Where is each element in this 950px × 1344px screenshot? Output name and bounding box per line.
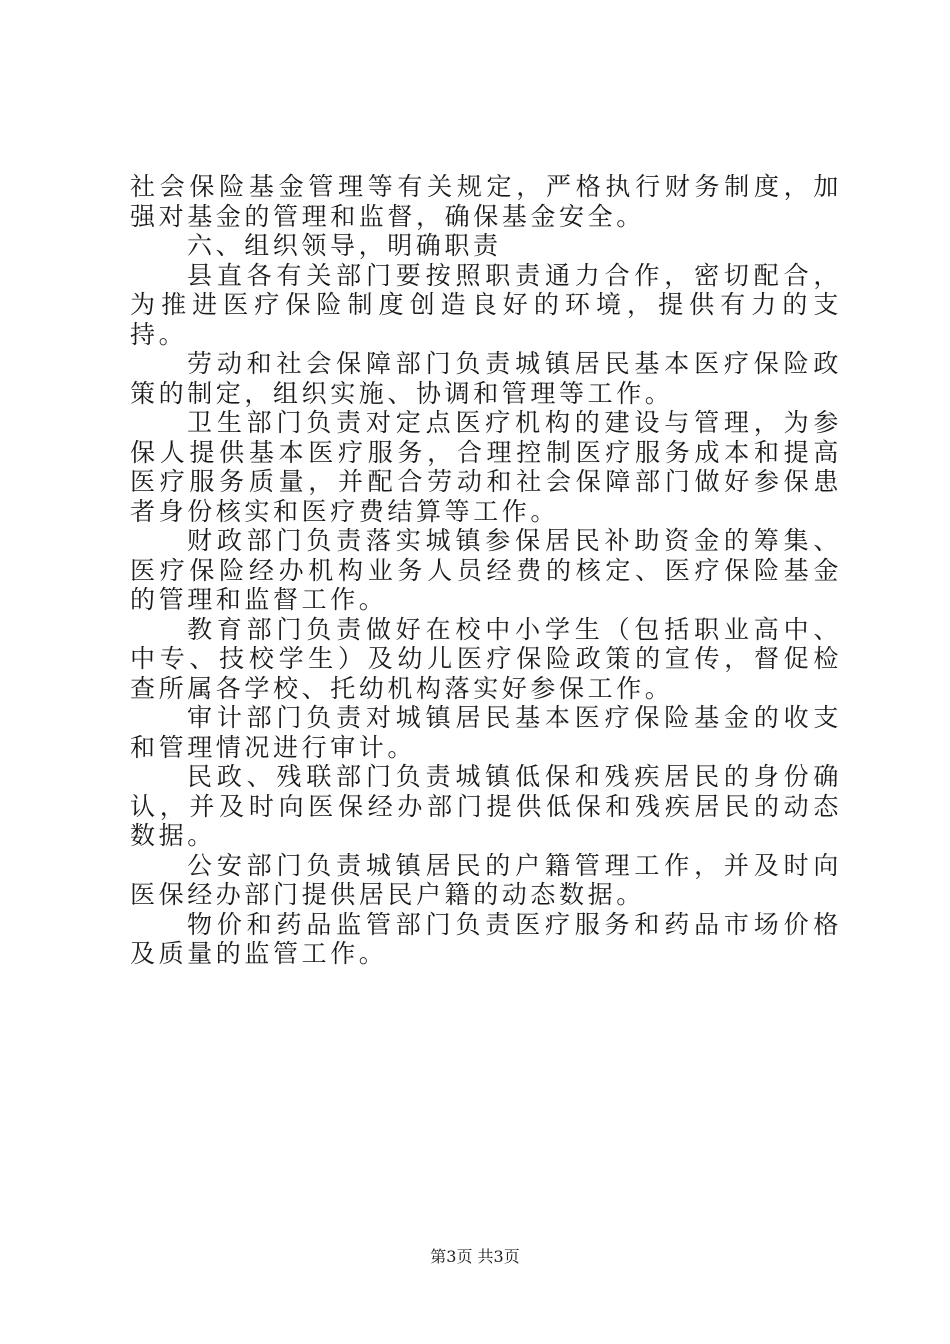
- paragraph-civil-affairs-department: 民政、残联部门负责城镇低保和残疾居民的身份确认，并及时向医保经办部门提供低保和残疾居民的动态数据。: [130, 762, 842, 850]
- paragraph-finance-department: 财政部门负责落实城镇参保居民补助资金的筹集、医疗保险经办机构业务人员经费的核定、医疗保险基金的管理和监督工作。: [130, 526, 842, 614]
- paragraph-price-drug-department: 物价和药品监管部门负责医疗服务和药品市场价格及质量的监管工作。: [130, 909, 842, 968]
- document-body: [130, 172, 842, 969]
- paragraph-continuation: 社会保险基金管理等有关规定，严格执行财务制度，加强对基金的管理和监督，确保基金安全。: [130, 172, 842, 231]
- section-heading: 六、组织领导，明确职责: [187, 231, 502, 260]
- paragraph-audit-department: 审计部门负责对城镇居民基本医疗保险基金的收支和管理情况进行审计。: [130, 703, 842, 762]
- paragraph-county-departments: 县直各有关部门要按照职责通力合作，密切配合，为推进医疗保险制度创造良好的环境，提供有力的支持。: [130, 260, 842, 349]
- page-footer: 第3页 共3页: [430, 1247, 520, 1266]
- paragraph-education-department: 教育部门负责做好在校中小学生（包括职业高中、中专、技校学生）及幼儿医疗保险政策的宣传，督促检查所属各学校、托幼机构落实好参保工作。: [130, 614, 842, 703]
- paragraph-public-security-department: 公安部门负责城镇居民的户籍管理工作，并及时向医保经办部门提供居民户籍的动态数据。: [130, 850, 842, 909]
- paragraph-labor-department: 劳动和社会保障部门负责城镇居民基本医疗保险政策的制定，组织实施、协调和管理等工作。: [130, 349, 842, 408]
- paragraph-health-department: 卫生部门负责对定点医疗机构的建设与管理，为参保人提供基本医疗服务，合理控制医疗服务成本和提高医疗服务质量，并配合劳动和社会保障部门做好参保患者身份核实和医疗费结算等工作。: [130, 408, 842, 526]
